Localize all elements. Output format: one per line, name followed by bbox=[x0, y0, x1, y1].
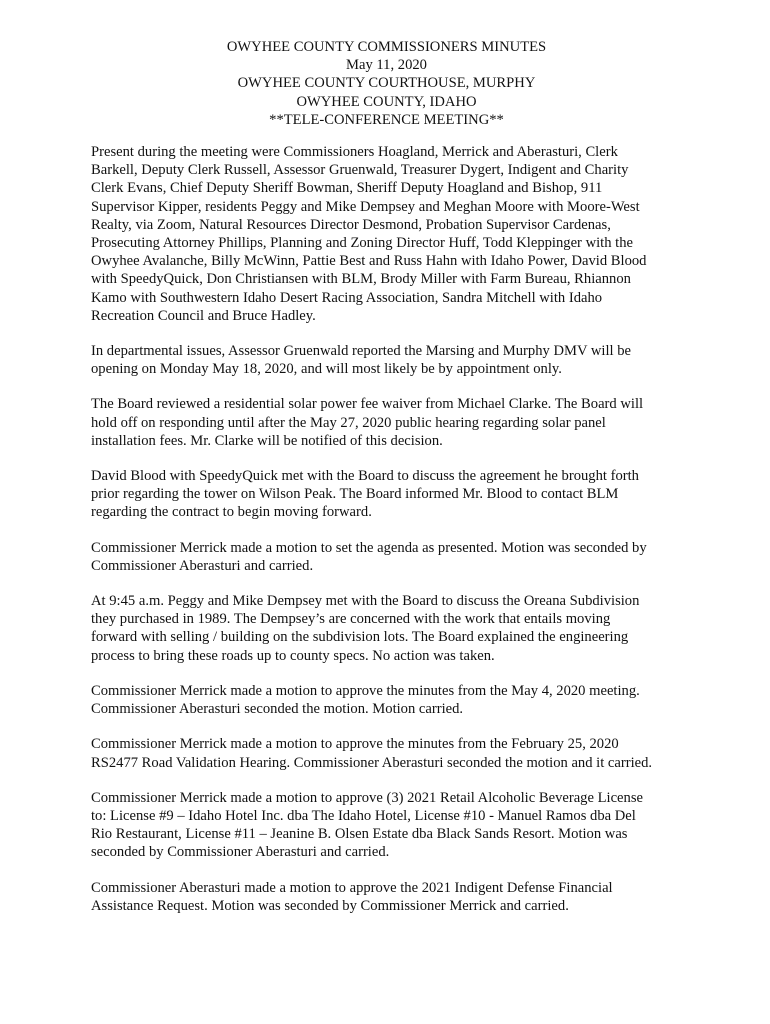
text-line: Commissioner Aberasturi made a motion to approve the 2021 Indigent Defense Financial bbox=[91, 879, 613, 896]
text-line: forward with selling / building on the subdivision lots. The Board explained the engineering bbox=[91, 629, 629, 646]
header-date: May 11, 2020 bbox=[346, 57, 427, 74]
text-line: they purchased in 1989. The Dempsey’s are concerned with the work that entails moving bbox=[91, 611, 611, 628]
text-line: Clerk Evans, Chief Deputy Sheriff Bowman, Sheriff Deputy Hoagland and Bishop, 911 bbox=[91, 180, 603, 197]
text-line: regarding the contract to begin moving forward. bbox=[91, 504, 372, 521]
text-line: Commissioner Merrick made a motion to approve the minutes from the May 4, 2020 meeting. bbox=[91, 682, 640, 699]
text-line: opening on Monday May 18, 2020, and will most likely be by appointment only. bbox=[91, 361, 562, 378]
text-line: installation fees. Mr. Clarke will be notified of this decision. bbox=[91, 432, 443, 449]
text-line: Supervisor Kipper, residents Peggy and Mike Dempsey and Meghan Moore with Moore-West bbox=[91, 198, 640, 215]
header-title: OWYHEE COUNTY COMMISSIONERS MINUTES bbox=[226, 39, 547, 55]
text-line: Realty, via Zoom, Natural Resources Director Desmond, Probation Supervisor Cardenas, bbox=[91, 216, 611, 233]
text-line: Commissioner Merrick made a motion to approve the minutes from the February 25, 2020 bbox=[91, 736, 619, 753]
text-line: with SpeedyQuick, Don Christiansen with BLM, Brody Miller with Farm Bureau, Rhiannon bbox=[91, 271, 631, 288]
paragraph-attendees bbox=[91, 143, 682, 325]
text-line: Commissioner Aberasturi and carried. bbox=[91, 557, 314, 574]
text-line: In departmental issues, Assessor Gruenwald reported the Marsing and Murphy DMV will be bbox=[91, 343, 632, 360]
text-line: hold off on responding until after the May 27, 2020 public hearing regarding solar panel bbox=[91, 414, 606, 431]
text-line: process to bring these roads up to county specs. No action was taken. bbox=[91, 647, 495, 664]
paragraph-oreana-subdivision bbox=[91, 592, 682, 665]
text-line: seconded by Commissioner Aberasturi and carried. bbox=[91, 844, 390, 861]
text-line: prior regarding the tower on Wilson Peak. The Board informed Mr. Blood to contact BLM bbox=[91, 486, 619, 503]
paragraph-indigent-defense-motion bbox=[91, 879, 682, 915]
text-line: Rio Restaurant, License #11 – Jeanine B. Olsen Estate dba Black Sands Resort. Motion was bbox=[91, 826, 628, 843]
text-line: Recreation Council and Bruce Hadley. bbox=[91, 307, 316, 324]
paragraph-speedyquick-tower bbox=[91, 467, 682, 522]
text-line: Commissioner Aberasturi seconded the motion. Motion carried. bbox=[91, 701, 464, 718]
paragraph-may-minutes-motion bbox=[91, 682, 682, 718]
text-line: Commissioner Merrick made a motion to approve (3) 2021 Retail Alcoholic Beverage License bbox=[91, 789, 643, 806]
paragraph-february-minutes-motion bbox=[91, 735, 682, 771]
text-line: The Board reviewed a residential solar power fee waiver from Michael Clarke. The Board will bbox=[91, 396, 644, 413]
paragraph-alcohol-license-motion bbox=[91, 789, 682, 862]
text-line: Assistance Request. Motion was seconded by Commissioner Merrick and carried. bbox=[91, 897, 569, 914]
text-line: Present during the meeting were Commissioners Hoagland, Merrick and Aberasturi, Clerk bbox=[91, 144, 618, 161]
text-line: Owyhee Avalanche, Billy McWinn, Pattie Best and Russ Hahn with Idaho Power, David Blood bbox=[91, 253, 647, 270]
header-meeting-type: **TELE-CONFERENCE MEETING** bbox=[269, 111, 504, 128]
minutes-header bbox=[91, 38, 682, 129]
text-line: Barkell, Deputy Clerk Russell, Assessor Gruenwald, Treasurer Dygert, Indigent and Charity bbox=[91, 162, 629, 179]
paragraph-solar-fee-waiver bbox=[91, 395, 682, 450]
text-line: At 9:45 a.m. Peggy and Mike Dempsey met with the Board to discuss the Oreana Subdivision bbox=[91, 593, 640, 610]
header-county: OWYHEE COUNTY, IDAHO bbox=[296, 93, 477, 110]
text-line: David Blood with SpeedyQuick met with the Board to discuss the agreement he brought forth bbox=[91, 468, 639, 485]
text-line: Kamo with Southwestern Idaho Desert Racing Association, Sandra Mitchell with Idaho bbox=[91, 289, 603, 306]
text-line: RS2477 Road Validation Hearing. Commissioner Aberasturi seconded the motion and it carried. bbox=[91, 754, 653, 771]
text-line: Commissioner Merrick made a motion to set the agenda as presented. Motion was seconded by bbox=[91, 539, 647, 556]
paragraph-agenda-motion bbox=[91, 539, 682, 575]
paragraph-dmv-report bbox=[91, 342, 682, 378]
text-line: Prosecuting Attorney Phillips, Planning and Zoning Director Huff, Todd Kleppinger with the bbox=[91, 235, 633, 252]
text-line: to: License #9 – Idaho Hotel Inc. dba The Idaho Hotel, License #10 - Manuel Ramos dba Del bbox=[91, 807, 636, 824]
header-location: OWYHEE COUNTY COURTHOUSE, MURPHY bbox=[237, 75, 536, 92]
